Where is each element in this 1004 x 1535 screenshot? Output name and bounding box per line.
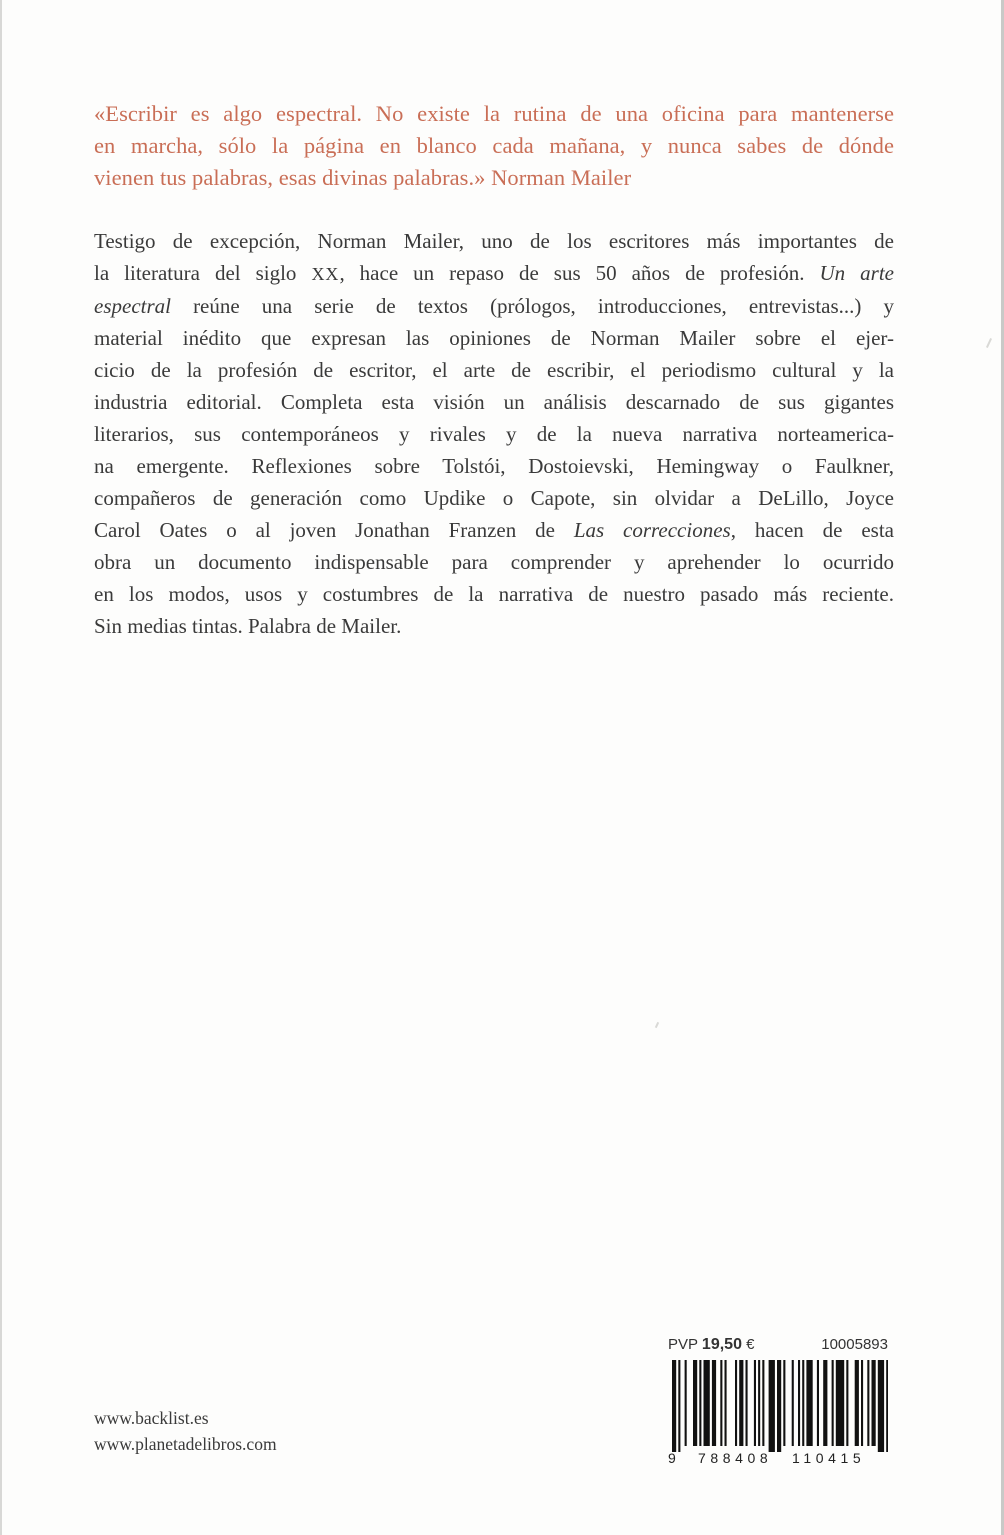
- isbn-barcode: [668, 1360, 888, 1452]
- text-fragment: reúne una serie de textos (prólogos, introducciones, entrevistas...) y: [170, 294, 894, 318]
- barcode-bar: [817, 1360, 819, 1446]
- barcode-bar: [685, 1360, 687, 1446]
- website-link[interactable]: www.planetadelibros.com: [94, 1434, 277, 1454]
- price-label: [668, 1336, 754, 1354]
- barcode-bar: [762, 1360, 764, 1446]
- barcode-bar: [832, 1360, 834, 1446]
- text-fragment: Carol Oates o al joven Jonathan Franzen de: [94, 518, 574, 542]
- barcode-bar: [806, 1360, 812, 1446]
- barcode-bar: [725, 1360, 727, 1446]
- barcode-bar: [712, 1360, 716, 1446]
- barcode-bar: [836, 1360, 844, 1446]
- text-fragment: , hacen de esta: [730, 518, 894, 542]
- paper-mark: [986, 338, 992, 348]
- synopsis-line: cicio de la profesión de escritor, el arte de escribir, el periodismo cultural y la: [94, 358, 894, 382]
- barcode-bar: [886, 1360, 888, 1452]
- synopsis-line: Sin medias tintas. Palabra de Mailer.: [94, 614, 402, 638]
- barcode-bar: [699, 1360, 701, 1446]
- epigraph-quote: [94, 98, 894, 194]
- pvp-label: PVP: [668, 1336, 698, 1353]
- barcode-bar: [802, 1360, 804, 1446]
- text-fragment: , hace un repaso de sus 50 años de profesión.: [339, 261, 820, 285]
- price-currency: €: [746, 1336, 755, 1353]
- synopsis-line: Testigo de excepción, Norman Mailer, uno de los escritores más importantes de: [94, 229, 894, 253]
- century-numeral: XX: [311, 264, 340, 284]
- barcode-bar: [754, 1360, 756, 1446]
- synopsis-line: industria editorial. Completa esta visión un análisis descarnado de sus gigantes: [94, 390, 894, 414]
- barcode-bar: [872, 1360, 876, 1446]
- publisher-websites: [94, 1405, 277, 1457]
- barcode-bar: [693, 1360, 697, 1446]
- barcode-bar: [672, 1360, 676, 1452]
- isbn-prefix-digit: 9: [668, 1450, 676, 1466]
- barcode-bar: [678, 1360, 680, 1452]
- epigraph-line: vienen tus palabras, esas divinas palabras.» Norman Mailer: [94, 165, 632, 190]
- synopsis-line: obra un documento indispensable para comprender y aprehender lo ocurrido: [94, 550, 894, 574]
- synopsis-line: [94, 257, 894, 290]
- barcode-bar: [769, 1360, 775, 1452]
- product-code: 10005893: [821, 1336, 888, 1353]
- paper-mark: [655, 1022, 659, 1028]
- barcode-bar: [878, 1360, 884, 1452]
- book-title-italic: espectral: [94, 294, 171, 318]
- epigraph-line: «Escribir es algo espectral. No existe la rutina de una oficina para mantenerse: [94, 101, 894, 126]
- synopsis-text: [94, 225, 894, 642]
- barcode-bar: [823, 1360, 827, 1446]
- synopsis-line: na emergente. Reflexiones sobre Tolstói, Dostoievski, Hemingway o Faulkner,: [94, 454, 894, 478]
- barcode-bar: [783, 1360, 785, 1446]
- barcode-bar: [777, 1360, 781, 1452]
- barcode-bar: [735, 1360, 737, 1446]
- barcode-bar: [855, 1360, 859, 1446]
- barcode-bar: [739, 1360, 743, 1446]
- barcode-bar: [758, 1360, 760, 1446]
- synopsis-line: [94, 514, 894, 546]
- barcode-bar: [792, 1360, 794, 1446]
- synopsis-line: compañeros de generación como Updike o Capote, sin olvidar a DeLillo, Joyce: [94, 486, 894, 510]
- barcode-bar: [720, 1360, 722, 1446]
- price-amount: 19,50: [701, 1336, 742, 1353]
- book-title-italic: Las correcciones: [573, 518, 731, 542]
- isbn-right-group: 110415: [792, 1450, 866, 1466]
- website-link[interactable]: www.backlist.es: [94, 1408, 209, 1428]
- synopsis-line: en los modos, usos y costumbres de la narrativa de nuestro pasado más reciente.: [94, 582, 894, 606]
- barcode-bar: [798, 1360, 800, 1446]
- text-fragment: la literatura del siglo: [94, 261, 312, 285]
- barcode-bar: [867, 1360, 869, 1446]
- synopsis-line: material inédito que expresan las opiniones de Norman Mailer sobre el ejer-: [94, 326, 894, 350]
- synopsis-line: [94, 290, 894, 322]
- isbn-left-group: 788408: [698, 1450, 773, 1466]
- price-barcode-block: [668, 1336, 888, 1466]
- barcode-bar: [861, 1360, 863, 1446]
- book-title-italic: Un arte: [819, 261, 894, 285]
- barcode-bar: [846, 1360, 848, 1446]
- barcode-bar: [746, 1360, 748, 1446]
- synopsis-line: literarios, sus contemporáneos y rivales y de la nueva narrativa norteamerica-: [94, 422, 894, 446]
- epigraph-line: en marcha, sólo la página en blanco cada mañana, y nunca sabes de dónde: [94, 133, 894, 158]
- price-row: [668, 1336, 888, 1358]
- barcode-bar: [704, 1360, 710, 1446]
